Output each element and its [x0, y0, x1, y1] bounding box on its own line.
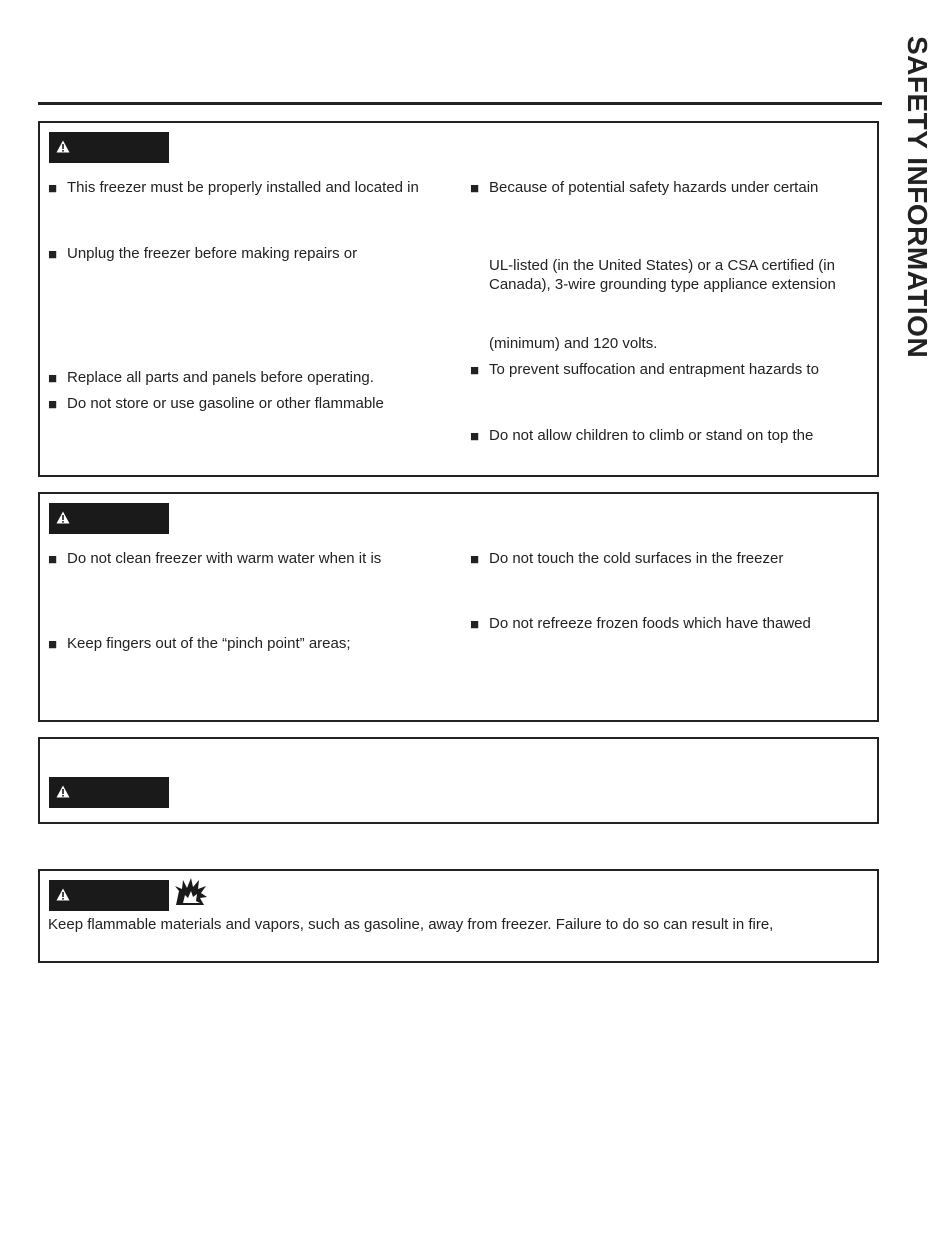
warning-badge	[49, 132, 169, 163]
side-section-title: SAFETY INFORMATION	[902, 36, 933, 359]
bullet-icon: ■	[470, 616, 480, 633]
bullet-icon: ■	[470, 428, 480, 445]
bullet-icon: ■	[48, 246, 58, 263]
bullet-icon: ■	[48, 370, 58, 387]
safety-item: Do not refreeze frozen foods which have thawed	[489, 615, 811, 632]
bullet-icon: ■	[48, 551, 58, 568]
warning-triangle-icon	[56, 785, 70, 798]
bullet-icon: ■	[470, 180, 480, 197]
warning-badge	[49, 880, 169, 911]
safety-item: Do not allow children to climb or stand on top the	[489, 427, 814, 444]
warning-panel-2	[38, 492, 879, 722]
warning-triangle-icon	[56, 511, 70, 524]
warning-badge	[49, 503, 169, 534]
warning-triangle-icon	[56, 888, 70, 901]
safety-item: Do not store or use gasoline or other flammable	[67, 395, 384, 412]
bullet-icon: ■	[48, 636, 58, 653]
safety-item: To prevent suffocation and entrapment hazards to	[489, 361, 819, 378]
bullet-icon: ■	[470, 362, 480, 379]
bullet-icon: ■	[470, 551, 480, 568]
warning-panel-1	[38, 121, 879, 477]
warning-badge	[49, 777, 169, 808]
safety-item: Do not clean freezer with warm water when it is	[67, 550, 382, 567]
safety-item: Replace all parts and panels before operating.	[67, 369, 374, 386]
explosion-icon	[174, 877, 208, 907]
safety-item-continuation: UL-listed (in the United States) or a CSA certified (in	[489, 257, 835, 274]
safety-item: Do not touch the cold surfaces in the freezer	[489, 550, 784, 567]
safety-item: Keep fingers out of the “pinch point” areas;	[67, 635, 351, 652]
warning-panel-3	[38, 737, 879, 824]
safety-item: This freezer must be properly installed and located in	[67, 179, 419, 196]
safety-item-continuation: (minimum) and 120 volts.	[489, 335, 658, 352]
safety-item: Because of potential safety hazards under certain	[489, 179, 819, 196]
flammable-warning-text: Keep flammable materials and vapors, such as gasoline, away from freezer. Failure to do so can result in fire,	[48, 916, 774, 933]
bullet-icon: ■	[48, 396, 58, 413]
safety-item: Unplug the freezer before making repairs or	[67, 245, 358, 262]
bullet-icon: ■	[48, 180, 58, 197]
warning-panel-4	[38, 869, 879, 963]
header-rule	[38, 102, 882, 105]
warning-triangle-icon	[56, 140, 70, 153]
safety-item-continuation: Canada), 3-wire grounding type appliance extension	[489, 276, 836, 293]
